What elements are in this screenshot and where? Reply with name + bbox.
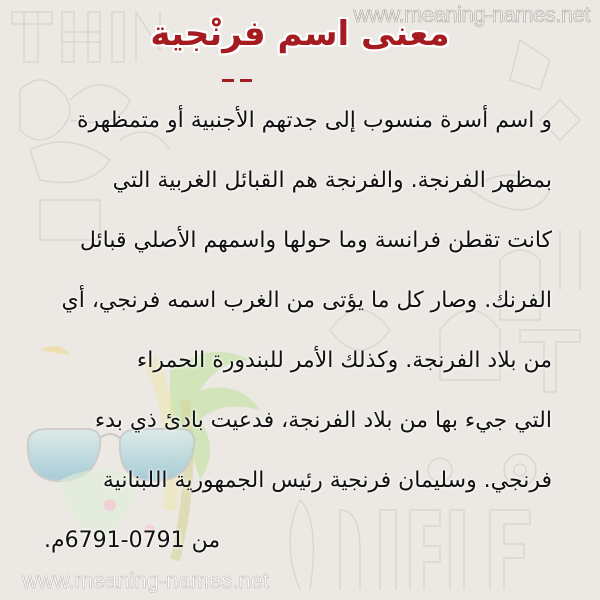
- meaning-line: كانت تقطن فرانسة وما حولها واسمهم الأصلي قبائل: [79, 228, 552, 253]
- title-diacritic-mark: [222, 79, 252, 82]
- name-meaning-text: [30, 96, 552, 576]
- page-title: معنى اسم فرنْجية: [150, 14, 450, 54]
- meaning-line: فرنجي. وسليمان فرنجية رئيس الجمهورية اللبنانية: [102, 468, 552, 493]
- site-watermark-top: www.meaning-names.net: [353, 2, 590, 27]
- meaning-line: من بلاد الفرنجة. وكذلك الأمر للبندورة الحمراء: [136, 348, 552, 373]
- meaning-line: و اسم أسرة منسوب إلى جدتهم الأجنبية أو متمظهرة: [77, 108, 552, 133]
- site-watermark-bottom: www.meaning-names.net: [22, 568, 270, 593]
- meaning-line: التي جيء بها من بلاد الفرنجة، فدعيت بادئ ذي بدء: [94, 408, 552, 433]
- meaning-line: من 0791-6791م.: [44, 528, 221, 553]
- meaning-line: الفرنك. وصار كل ما يؤتى من الغرب اسمه فرنجي، أي: [61, 288, 552, 313]
- meaning-line: بمظهر الفرنجة. والفرنجة هم القبائل الغربية التي: [112, 168, 552, 193]
